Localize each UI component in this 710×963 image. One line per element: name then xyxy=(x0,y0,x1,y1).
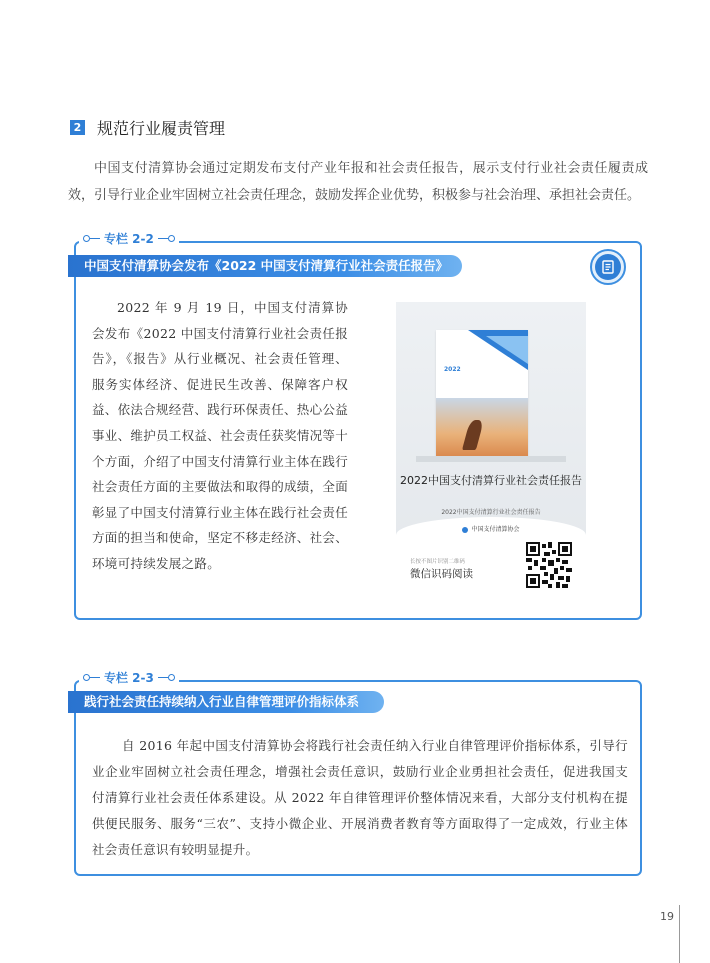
column-tag-label: 专栏 2-3 xyxy=(104,671,154,685)
book-year: 2022 xyxy=(444,366,461,373)
column-body-text: 自 2016 年起中国支付清算协会将践行社会责任纳入行业自律管理评价指标体系，引导行业企业牢固树立社会责任理念，增强社会责任意识，鼓励行业企业勇担社会责任，促进我国支付清算行业社会责任体系建设。从 2022 年自律管理评价整体情况来看，大部分支付机构在提供便民服务、服务“三农”、支持小微企业、开展消费者教育等方面取得了一定成效，行业主体社会责任意识有较明显提升。 xyxy=(92,738,628,857)
column-tag xyxy=(79,230,179,247)
document-icon xyxy=(590,249,626,285)
report-cover-image xyxy=(396,302,586,592)
intro-paragraph: 中国支付清算协会通过定期发布支付产业年报和社会责任报告，展示支付行业社会责任履责成效，引导行业企业牢固树立社会责任理念，鼓励发挥企业优势，积极参与社会治理、承担社会责任。 xyxy=(68,161,648,203)
cover-title: 2022中国支付清算行业社会责任报告 xyxy=(400,474,582,487)
cover-logo xyxy=(396,524,586,533)
tag-dot-icon xyxy=(168,235,175,242)
tag-dot-icon xyxy=(168,674,175,681)
tag-dot-icon xyxy=(83,674,90,681)
tag-dash xyxy=(158,677,168,679)
section-number: 2 xyxy=(70,120,85,135)
page-divider xyxy=(679,905,680,963)
page-number: 19 xyxy=(660,910,674,923)
column-box-2-2 xyxy=(74,232,642,620)
scan-label: 微信识码阅读 xyxy=(410,568,473,580)
tag-dot-icon xyxy=(83,235,90,242)
tag-dash xyxy=(90,238,100,240)
column-tag xyxy=(79,669,179,686)
scan-hint: 长按不图片识别二维码 xyxy=(410,559,466,565)
column-body-text: 2022 年 9 月 19 日，中国支付清算协会发布《2022 中国支付清算行业社会责任报告》，《报告》从行业概况、社会责任管理、服务实体经济、促进民生改善、保障客户权益、依法合规经营、践行环保责任、热心公益事业、维护员工权益、社会责任获奖情况等十个方面，介绍了中国支付清算行业主体在践行社会责任方面的主要做法和取得的成绩，全面彰显了中国支付清算行业主体在践行社会责任方面的担当和使命，坚定不移走经济、社会、环境可持续发展之路。 xyxy=(92,300,349,571)
report-book-illustration xyxy=(436,330,528,458)
cover-logo-text: 中国支付清算协会 xyxy=(471,526,520,533)
section-header xyxy=(70,116,225,139)
cover-subtitle: 2022中国支付清算行业社会责任报告 xyxy=(441,509,541,516)
tag-dash xyxy=(90,677,100,679)
column-box-2-3 xyxy=(74,671,642,876)
section-title: 规范行业履责管理 xyxy=(97,119,226,138)
column-tag-label: 专栏 2-2 xyxy=(104,232,154,246)
association-logo-icon xyxy=(462,527,468,533)
qr-code-icon[interactable] xyxy=(526,542,572,588)
column-banner-title: 践行社会责任持续纳入行业自律管理评价指标体系 xyxy=(68,691,384,713)
tag-dash xyxy=(158,238,168,240)
column-banner-title: 中国支付清算协会发布《2022 中国支付清算行业社会责任报告》 xyxy=(68,255,462,277)
